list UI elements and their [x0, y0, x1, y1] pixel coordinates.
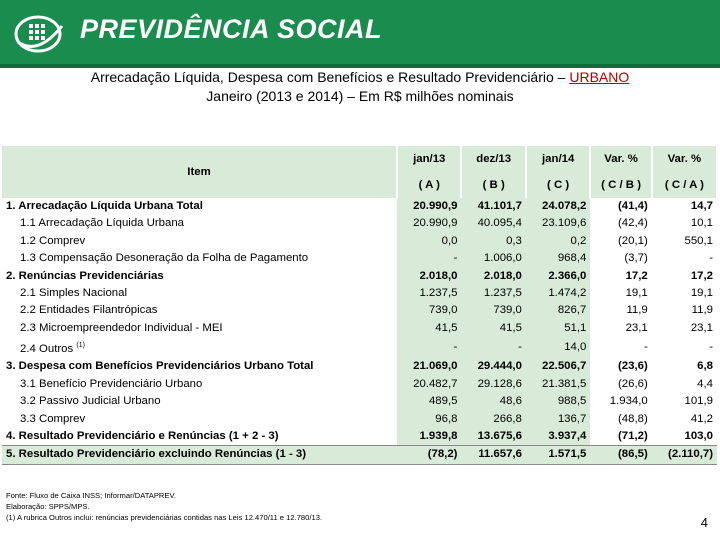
source-note: Fonte: Fluxo de Caixa INSS; Informar/DATAPREV. [6, 491, 176, 500]
cell-value: - [652, 250, 717, 267]
item-header: Item [2, 146, 397, 198]
cell-value: 739,0 [397, 302, 461, 319]
cell-value: 19,1 [652, 285, 717, 302]
results-table [2, 146, 718, 465]
cell-value: 1.237,5 [397, 285, 461, 302]
table-row [2, 376, 717, 393]
row-label [2, 320, 397, 337]
row-label [2, 198, 397, 215]
cell-value: 136,7 [526, 411, 590, 428]
row-label [2, 285, 397, 302]
cell-value: - [397, 250, 461, 267]
row-label-text: 1.1 Arrecadação Líquida Urbana [20, 217, 185, 230]
row-label-text: 1.3 Compensação Desoneração da Folha de Pagamento [20, 252, 309, 265]
cell-value: - [397, 337, 461, 358]
row-label [2, 215, 397, 232]
col-header-bottom: ( B ) [461, 172, 525, 198]
col-header-top: dez/13 [461, 146, 525, 172]
cell-value: 21.381,5 [526, 376, 590, 393]
col-header-bottom: ( A ) [397, 172, 461, 198]
cell-value: (3,7) [590, 250, 651, 267]
col-header-bottom: ( C / B ) [590, 172, 651, 198]
header-banner [0, 0, 720, 68]
prepared-note: Elaboração: SPPS/MPS. [6, 502, 90, 511]
row-label [2, 428, 397, 446]
cell-value: (26,6) [590, 376, 651, 393]
cell-value: (41,4) [590, 198, 651, 215]
cell-value: - [461, 337, 525, 358]
cell-value: 1.571,5 [526, 446, 590, 464]
row-label-text: 2.4 Outros [20, 343, 74, 356]
row-label-text: 5. Resultado Previdenciário excluindo Renúncias (1 - 3) [6, 448, 307, 461]
row-label [2, 302, 397, 319]
cell-value: 96,8 [397, 411, 461, 428]
cell-value: 4,4 [652, 376, 717, 393]
row-label [2, 233, 397, 250]
cell-value: 22.506,7 [526, 358, 590, 375]
row-label [2, 250, 397, 267]
row-label-text: 3.2 Passivo Judicial Urbano [20, 395, 161, 408]
cell-value: 0,0 [397, 233, 461, 250]
cell-value: 29.444,0 [461, 358, 525, 375]
table-row [2, 250, 717, 267]
cell-value: 11,9 [590, 302, 651, 319]
cell-value: 0,3 [461, 233, 525, 250]
table-row [2, 337, 717, 358]
cell-value: 739,0 [461, 302, 525, 319]
cell-value: 266,8 [461, 411, 525, 428]
table-row [2, 285, 717, 302]
col-header-bottom: ( C / A ) [652, 172, 717, 198]
cell-value: 6,8 [652, 358, 717, 375]
cell-value: (78,2) [397, 446, 461, 464]
cell-value: 20.482,7 [397, 376, 461, 393]
cell-value: 3.937,4 [526, 428, 590, 446]
cell-value: 29.128,6 [461, 376, 525, 393]
footnote-1: (1) A rubrica Outros inclui: renúncias previdenciárias contidas nas Leis 12.470/11 e 12.780/13. [6, 513, 323, 522]
cell-value: 1.474,2 [526, 285, 590, 302]
cell-value: (2.110,7) [652, 446, 717, 464]
table-row [2, 393, 717, 410]
row-label [2, 446, 397, 464]
table-row [2, 233, 717, 250]
cell-value: 10,1 [652, 215, 717, 232]
cell-value: 1.934,0 [590, 393, 651, 410]
cell-value: 21.069,0 [397, 358, 461, 375]
row-label-text: 2.2 Entidades Filantrópicas [20, 304, 158, 317]
cell-value: 17,2 [652, 268, 717, 285]
cell-value: 41.101,7 [461, 198, 525, 215]
table-row [2, 358, 717, 375]
row-label-text: 3. Despesa com Benefícios Previdenciários Urbano Total [6, 360, 314, 373]
cell-value: 103,0 [652, 428, 717, 446]
cell-value: 20.990,9 [397, 198, 461, 215]
cell-value: 2.018,0 [397, 268, 461, 285]
banner-stripe [0, 64, 720, 68]
row-label-text: 1.2 Comprev [20, 234, 86, 247]
row-label-text: 1. Arrecadação Líquida Urbana Total [6, 200, 203, 212]
cell-value: 23,1 [652, 320, 717, 337]
slide-title-line1 [0, 69, 720, 85]
cell-value: 40.095,4 [461, 215, 525, 232]
cell-value: 988,5 [526, 393, 590, 410]
cell-value: 968,4 [526, 250, 590, 267]
row-label-text: 2. Renúncias Previdenciárias [6, 269, 164, 282]
row-label-text: 3.3 Comprev [20, 412, 86, 425]
cell-value: (42,4) [590, 215, 651, 232]
slide-title-line2: Janeiro (2013 e 2014) – Em R$ milhões nominais [206, 88, 514, 104]
table-body [2, 198, 717, 464]
cell-value: 41,2 [652, 411, 717, 428]
cell-value: (20,1) [590, 233, 651, 250]
cell-value: 550,1 [652, 233, 717, 250]
page-number: 4 [700, 515, 708, 530]
cell-value: 11.657,6 [461, 446, 525, 464]
cell-value: 2.366,0 [526, 268, 590, 285]
row-label-text: 4. Resultado Previdenciário e Renúncias (1 + 2 - 3) [6, 430, 279, 443]
col-header-top: Var. % [590, 146, 651, 172]
title-main: Arrecadação Líquida, Despesa com Benefícios e Resultado Previdenciário – [90, 69, 566, 85]
cell-value: (48,8) [590, 411, 651, 428]
cell-value: - [652, 337, 717, 358]
row-label [2, 411, 397, 428]
title-emphasis: URBANO [569, 69, 630, 85]
cell-value: 41,5 [397, 320, 461, 337]
table-row [2, 428, 717, 446]
footnotes [6, 490, 322, 523]
table-row [2, 411, 717, 428]
table-row [2, 268, 717, 285]
col-header-top: jan/13 [397, 146, 461, 172]
row-label-text: 2.3 Microempreendedor Individual - MEI [20, 321, 223, 334]
table-row [2, 446, 717, 464]
table-row [2, 215, 717, 232]
table-row [2, 320, 717, 337]
row-label [2, 358, 397, 375]
row-label-text: 2.1 Simples Nacional [20, 287, 127, 300]
cell-value: 14,0 [526, 337, 590, 358]
cell-value: 1.939,8 [397, 428, 461, 446]
col-header-top: Var. % [652, 146, 717, 172]
table-row [2, 198, 717, 215]
cell-value: - [590, 337, 651, 358]
cell-value: 0,2 [526, 233, 590, 250]
col-header-top: jan/14 [526, 146, 590, 172]
cell-value: 51,1 [526, 320, 590, 337]
row-label [2, 337, 397, 358]
table-row [2, 302, 717, 319]
cell-value: 1.006,0 [461, 250, 525, 267]
cell-value: 13.675,6 [461, 428, 525, 446]
cell-value: 826,7 [526, 302, 590, 319]
row-label-text: 3.1 Benefício Previdenciário Urbano [20, 377, 203, 390]
cell-value: 14,7 [652, 198, 717, 215]
previdencia-logo-icon [12, 12, 68, 56]
cell-value: 1.237,5 [461, 285, 525, 302]
cell-value: 48,6 [461, 393, 525, 410]
cell-value: 24.078,2 [526, 198, 590, 215]
cell-value: (23,6) [590, 358, 651, 375]
row-label [2, 393, 397, 410]
brand-title: PREVIDÊNCIA SOCIAL [80, 14, 383, 44]
cell-value: 17,2 [590, 268, 651, 285]
cell-value: (71,2) [590, 428, 651, 446]
cell-value: (86,5) [590, 446, 651, 464]
cell-value: 20.990,9 [397, 215, 461, 232]
footnote-marker: (1) [76, 342, 85, 350]
cell-value: 23,1 [590, 320, 651, 337]
cell-value: 11,9 [652, 302, 717, 319]
cell-value: 489,5 [397, 393, 461, 410]
row-label [2, 268, 397, 285]
col-header-bottom: ( C ) [526, 172, 590, 198]
row-label [2, 376, 397, 393]
cell-value: 23.109,6 [526, 215, 590, 232]
cell-value: 19,1 [590, 285, 651, 302]
cell-value: 2.018,0 [461, 268, 525, 285]
cell-value: 101,9 [652, 393, 717, 410]
cell-value: 41,5 [461, 320, 525, 337]
